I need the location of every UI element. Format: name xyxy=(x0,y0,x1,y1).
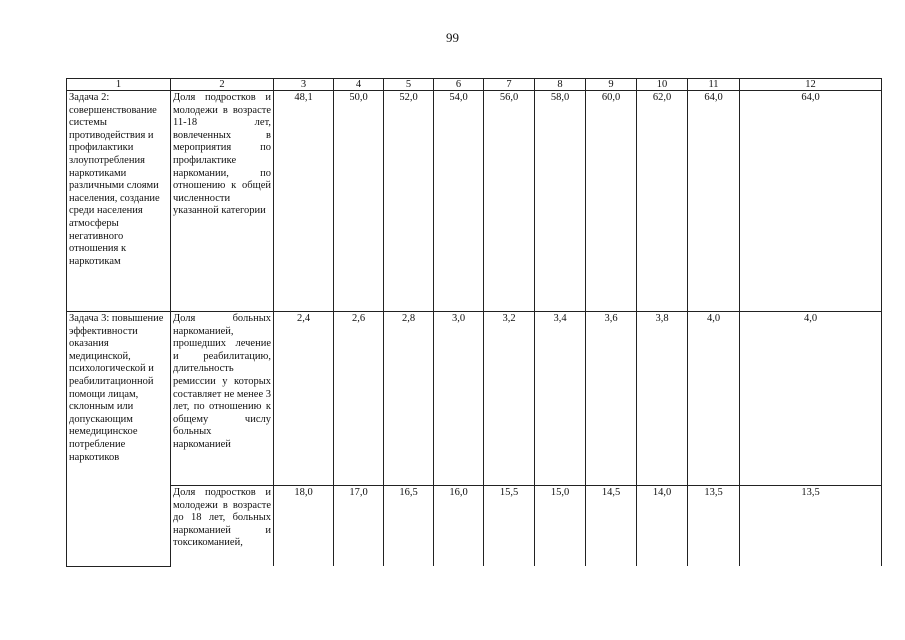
value-cell: 13,5 xyxy=(688,486,740,567)
indicator-cell: Доля подростков и молодежи в возрасте до 18 лет, больных наркоманией и токсикоманией, xyxy=(171,486,274,567)
column-header: 3 xyxy=(274,79,334,91)
value-cell: 3,4 xyxy=(535,312,586,486)
table-row xyxy=(67,312,882,486)
column-header: 4 xyxy=(334,79,384,91)
value-cell: 2,4 xyxy=(274,312,334,486)
column-header: 7 xyxy=(484,79,535,91)
value-cell: 3,0 xyxy=(434,312,484,486)
value-cell: 4,0 xyxy=(688,312,740,486)
value-cell: 62,0 xyxy=(637,91,688,312)
value-cell: 13,5 xyxy=(740,486,882,567)
value-cell: 16,5 xyxy=(384,486,434,567)
value-cell: 64,0 xyxy=(688,91,740,312)
indicators-table xyxy=(66,78,882,567)
column-header: 8 xyxy=(535,79,586,91)
value-cell: 14,0 xyxy=(637,486,688,567)
column-header: 9 xyxy=(586,79,637,91)
column-header: 11 xyxy=(688,79,740,91)
value-cell: 16,0 xyxy=(434,486,484,567)
value-cell: 15,0 xyxy=(535,486,586,567)
value-cell: 2,8 xyxy=(384,312,434,486)
task-cell: Задача 3: повышение эффективности оказания медицинской, психологической и реабилитационной помощи лицам, склонным или допускающим немедицинское потребление наркотиков xyxy=(67,312,171,567)
value-cell: 52,0 xyxy=(384,91,434,312)
value-cell: 56,0 xyxy=(484,91,535,312)
value-cell: 17,0 xyxy=(334,486,384,567)
page-number: 99 xyxy=(446,30,459,45)
value-cell: 50,0 xyxy=(334,91,384,312)
table-row xyxy=(67,486,882,567)
value-cell: 54,0 xyxy=(434,91,484,312)
value-cell: 15,5 xyxy=(484,486,535,567)
indicator-cell: Доля больных наркоманией, прошедших лечение и реабилитацию, длительность ремиссии у которых составляет не менее 3 лет, по отношению к общему числу больных наркоманией xyxy=(171,312,274,486)
value-cell: 14,5 xyxy=(586,486,637,567)
value-cell: 3,8 xyxy=(637,312,688,486)
column-header: 6 xyxy=(434,79,484,91)
column-header: 12 xyxy=(740,79,882,91)
value-cell: 4,0 xyxy=(740,312,882,486)
value-cell: 60,0 xyxy=(586,91,637,312)
column-header: 5 xyxy=(384,79,434,91)
column-header: 1 xyxy=(67,79,171,91)
value-cell: 2,6 xyxy=(334,312,384,486)
value-cell: 64,0 xyxy=(740,91,882,312)
value-cell: 58,0 xyxy=(535,91,586,312)
column-header: 2 xyxy=(171,79,274,91)
value-cell: 48,1 xyxy=(274,91,334,312)
value-cell: 18,0 xyxy=(274,486,334,567)
column-header: 10 xyxy=(637,79,688,91)
table-row xyxy=(67,91,882,312)
value-cell: 3,6 xyxy=(586,312,637,486)
indicator-cell: Доля подростков и молодежи в возрасте 11-18 лет, вовлеченных в мероприятия по профилактике наркомании, по отношению к общей численности указанной категории xyxy=(171,91,274,312)
task-cell: Задача 2: совершенствование системы противодействия и профилактики злоупотребления наркотиками различными слоями населения, создание среди населения атмосферы негативного отношения к наркотикам xyxy=(67,91,171,312)
value-cell: 3,2 xyxy=(484,312,535,486)
header-row xyxy=(67,79,882,91)
